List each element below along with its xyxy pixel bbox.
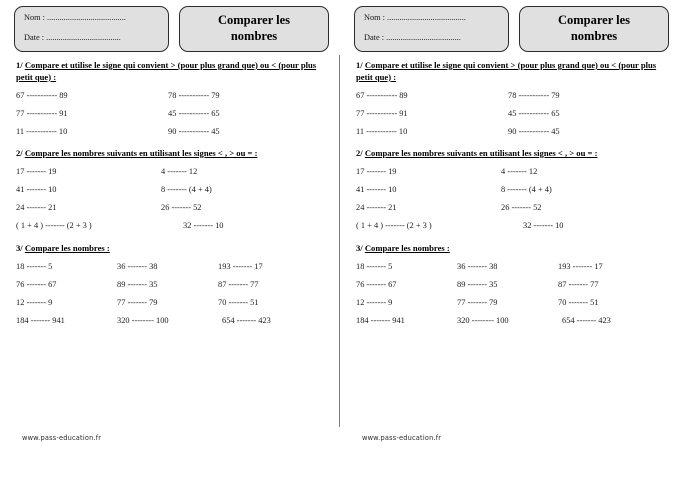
- student-info-box: [354, 6, 509, 52]
- exercise-3-number: 3/: [16, 242, 23, 253]
- worksheet-copy-right: [340, 0, 680, 480]
- exercise-2-number: 2/: [16, 147, 23, 158]
- exercise-2-instruction: Compare les nombres suivants en utilisant les signes < , > ou = :: [364, 147, 598, 158]
- exercise-row: [356, 299, 672, 307]
- comparison-item[interactable]: 11 ----------- 10: [16, 126, 68, 136]
- comparison-item[interactable]: 11 ----------- 10: [356, 126, 408, 136]
- exercise-3-rows: [356, 263, 672, 325]
- comparison-item[interactable]: 76 ------- 67: [356, 279, 397, 289]
- comparison-item[interactable]: 87 ------- 77: [218, 279, 259, 289]
- exercise-1-number: 1/: [356, 60, 363, 70]
- exercise-1: [356, 60, 672, 136]
- comparison-item[interactable]: 17 ------- 19: [356, 166, 397, 176]
- exercise-3: [16, 243, 332, 325]
- comparison-item[interactable]: 184 ------- 941: [16, 315, 65, 325]
- exercise-row: [356, 168, 672, 176]
- exercise-3-heading: [16, 243, 322, 255]
- worksheet-title-box: [179, 6, 329, 52]
- comparison-item[interactable]: 4 ------- 12: [161, 166, 198, 176]
- comparison-item[interactable]: 12 ------- 9: [16, 297, 53, 307]
- comparison-item[interactable]: 12 ------- 9: [356, 297, 393, 307]
- comparison-item[interactable]: ( 1 + 4 ) ------- (2 + 3 ): [356, 220, 432, 230]
- exercise-2-instruction: Compare les nombres suivants en utilisant les signes < , > ou = :: [24, 147, 258, 158]
- comparison-item[interactable]: 41 ------- 10: [16, 184, 57, 194]
- comparison-item[interactable]: 654 ------- 423: [222, 315, 271, 325]
- date-field[interactable]: Date : ....................................: [364, 32, 461, 42]
- comparison-item[interactable]: 24 ------- 21: [16, 202, 57, 212]
- comparison-item[interactable]: 90 ----------- 45: [168, 126, 220, 136]
- page-title-line1: Comparer les: [217, 13, 291, 28]
- footer-url[interactable]: www.pass-education.fr: [362, 434, 442, 442]
- exercise-row: [16, 186, 332, 194]
- exercise-2-rows: [16, 168, 332, 230]
- footer-url[interactable]: www.pass-education.fr: [22, 434, 102, 442]
- exercise-1-rows: [356, 92, 672, 136]
- exercise-row: [16, 263, 332, 271]
- exercise-1-heading: [356, 60, 662, 84]
- exercise-1-instruction: Compare et utilise le signe qui convient > (pour plus grand que) ou < (pour plus petit que) :: [16, 60, 317, 82]
- page-title-line2: nombres: [570, 29, 618, 43]
- exercise-2-number: 2/: [356, 147, 363, 158]
- exercise-row: [16, 317, 332, 325]
- exercise-1-number: 1/: [16, 60, 23, 70]
- worksheet-title-box: [519, 6, 669, 52]
- exercise-row: [16, 281, 332, 289]
- exercise-2-rows: [356, 168, 672, 230]
- exercise-row: [356, 263, 672, 271]
- comparison-item[interactable]: 45 ----------- 65: [508, 108, 560, 118]
- exercise-3: [356, 243, 672, 325]
- exercise-1-heading: [16, 60, 322, 84]
- comparison-item[interactable]: 17 ------- 19: [16, 166, 57, 176]
- exercise-3-instruction: Compare les nombres :: [364, 242, 450, 253]
- worksheet-header: [340, 0, 680, 52]
- exercise-row: [16, 110, 332, 118]
- comparison-item[interactable]: 77 ------- 79: [457, 297, 498, 307]
- worksheet-header: [0, 0, 340, 52]
- exercise-row: [356, 92, 672, 100]
- comparison-item[interactable]: 320 -------- 100: [457, 315, 509, 325]
- comparison-item[interactable]: 77 ----------- 91: [356, 108, 408, 118]
- exercise-3-number: 3/: [356, 242, 363, 253]
- comparison-item[interactable]: 70 ------- 51: [218, 297, 259, 307]
- comparison-item[interactable]: 193 ------- 17: [218, 261, 263, 271]
- comparison-item[interactable]: 70 ------- 51: [558, 297, 599, 307]
- name-field[interactable]: Nom : ......................................: [24, 13, 126, 22]
- exercise-3-heading: [356, 243, 662, 255]
- comparison-item[interactable]: 36 ------- 38: [457, 261, 498, 271]
- exercise-row: [16, 92, 332, 100]
- comparison-item[interactable]: 8 ------- (4 + 4): [161, 184, 212, 194]
- comparison-item[interactable]: 77 ------- 79: [117, 297, 158, 307]
- exercise-list: [340, 52, 680, 325]
- exercise-2-heading: [16, 148, 322, 160]
- exercise-2-heading: [356, 148, 662, 160]
- comparison-item[interactable]: 89 ------- 35: [457, 279, 498, 289]
- exercise-row: [356, 204, 672, 212]
- exercise-row: [356, 281, 672, 289]
- exercise-row: [16, 299, 332, 307]
- comparison-item[interactable]: 89 ------- 35: [117, 279, 158, 289]
- comparison-item[interactable]: 90 ----------- 45: [508, 126, 560, 136]
- exercise-1: [16, 60, 332, 136]
- page-title: [212, 13, 296, 44]
- comparison-item[interactable]: 45 ----------- 65: [168, 108, 220, 118]
- exercise-row: [356, 317, 672, 325]
- comparison-item[interactable]: 32 ------- 10: [523, 220, 564, 230]
- comparison-item[interactable]: 76 ------- 67: [16, 279, 57, 289]
- exercise-row: [16, 222, 332, 230]
- comparison-item[interactable]: 8 ------- (4 + 4): [501, 184, 552, 194]
- exercise-2: [16, 148, 332, 230]
- comparison-item[interactable]: 193 ------- 17: [558, 261, 603, 271]
- page-title: [552, 13, 636, 44]
- page-title-line1: Comparer les: [557, 13, 631, 28]
- exercise-3-rows: [16, 263, 332, 325]
- comparison-item[interactable]: 26 ------- 52: [161, 202, 202, 212]
- exercise-row: [16, 204, 332, 212]
- comparison-item[interactable]: 41 ------- 10: [356, 184, 397, 194]
- exercise-row: [16, 168, 332, 176]
- comparison-item[interactable]: 18 ------- 5: [356, 261, 393, 271]
- comparison-item[interactable]: 320 -------- 100: [117, 315, 169, 325]
- comparison-item[interactable]: 67 ----------- 89: [356, 90, 408, 100]
- exercise-row: [356, 128, 672, 136]
- comparison-item[interactable]: 654 ------- 423: [562, 315, 611, 325]
- comparison-item[interactable]: 36 ------- 38: [117, 261, 158, 271]
- comparison-item[interactable]: 78 ----------- 79: [168, 90, 220, 100]
- exercise-1-rows: [16, 92, 332, 136]
- student-info-box: [14, 6, 169, 52]
- exercise-row: [356, 222, 672, 230]
- exercise-3-instruction: Compare les nombres :: [24, 242, 110, 253]
- date-field[interactable]: Date : ....................................: [24, 32, 121, 42]
- exercise-row: [356, 110, 672, 118]
- comparison-item[interactable]: 18 ------- 5: [16, 261, 53, 271]
- exercise-row: [16, 128, 332, 136]
- exercise-2: [356, 148, 672, 230]
- comparison-item[interactable]: 4 ------- 12: [501, 166, 538, 176]
- exercise-1-instruction: Compare et utilise le signe qui convient > (pour plus grand que) ou < (pour plus petit que) :: [356, 60, 657, 82]
- comparison-item[interactable]: 67 ----------- 89: [16, 90, 68, 100]
- comparison-item[interactable]: 78 ----------- 79: [508, 90, 560, 100]
- comparison-item[interactable]: 184 ------- 941: [356, 315, 405, 325]
- exercise-row: [356, 186, 672, 194]
- comparison-item[interactable]: 32 ------- 10: [183, 220, 224, 230]
- exercise-list: [0, 52, 340, 325]
- comparison-item[interactable]: 87 ------- 77: [558, 279, 599, 289]
- comparison-item[interactable]: 26 ------- 52: [501, 202, 542, 212]
- comparison-item[interactable]: 24 ------- 21: [356, 202, 397, 212]
- comparison-item[interactable]: 77 ----------- 91: [16, 108, 68, 118]
- page-title-line2: nombres: [230, 29, 278, 43]
- comparison-item[interactable]: ( 1 + 4 ) ------- (2 + 3 ): [16, 220, 92, 230]
- name-field[interactable]: Nom : ......................................: [364, 13, 466, 22]
